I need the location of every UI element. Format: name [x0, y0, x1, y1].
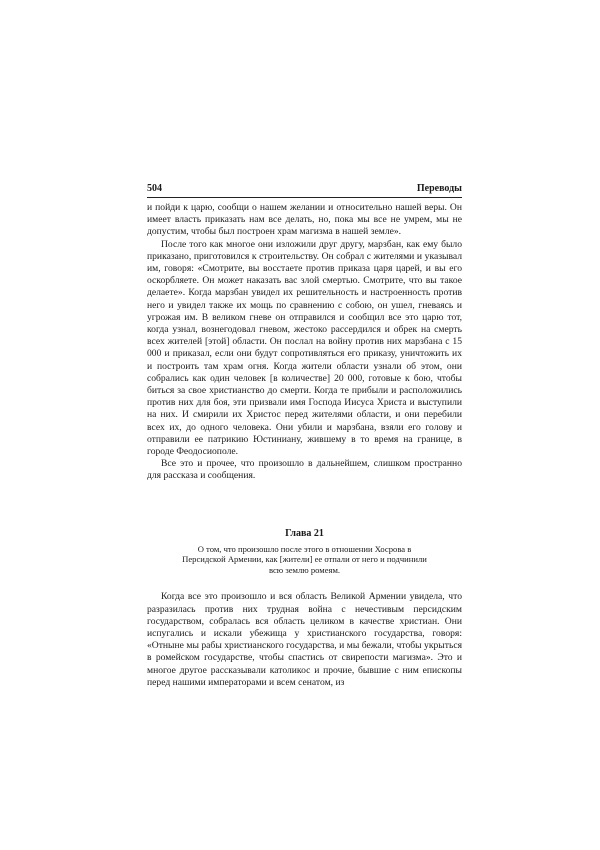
- body-text: [147, 202, 462, 483]
- page-number: 504: [147, 183, 162, 194]
- chapter-title: Глава 21: [285, 527, 324, 539]
- paragraph-continued: и пойди к царю, сообщи о нашем желании и относительно нашей веры. Он имеет власть приказать нам все делать, но, пока мы все не умрем, мы не допустим, чтобы был построен храм магизма в нашей земле».: [147, 202, 462, 238]
- paragraph-closing: Все это и прочее, что произошло в дальнейшем, слишком пространно для рассказа и сообщения.: [147, 458, 462, 482]
- running-header: [147, 183, 462, 198]
- chapter-body: [147, 591, 462, 689]
- chapter-heading-block: [147, 527, 462, 576]
- document-page: [147, 183, 462, 689]
- chapter-paragraph: Когда все это произошло и вся область Великой Армении увидела, что разразилась против них трудная война с нечестивым персидским государством, собралась вся область целиком в качестве христиан. Они испугались и искали убежища у христианского государства, говоря: «Отныне мы рабы христианского государства, и мы бежали, чтобы укрыться в ромейском государстве, чтобы спастись от свирепости магизма». Это и многое другое рассказывали католикос и прочие, бывшие с ним епископы перед нашими императорами и всем сенатом, из: [147, 591, 462, 688]
- paragraph-marzban: После того как многое они изложили друг другу, марзбан, как ему было приказано, приготовился к строительству. Он собрал с жителями и указывал им, говоря: «Смотрите, вы восстаете против приказа царя царей, и вы его оскорбляете. Он может наказать вас злой смертью. Смотрите, что вы такое делаете». Когда марзбан увидел их решительность и настроенность против него и увидел также их мощь по сравнению с собою, он ушел, гневаясь и угрожая им. В великом гневе он отправился и сообщил все это царю тот, когда узнал, вознегодовал гневом, жестоко рассердился и обрек на смерть всех жителей [этой] области. Он послал на войну против них марзбана с 15 000 и приказал, если они будут сопротивляться его приказу, уничтожить их и построить там храм огня. Когда жители области узнали об этом, они собрались как один человек [в количестве] 20 000, готовые к бою, чтобы биться за свое христианство до смерти. Когда те прибыли и расположились против них для боя, эти призвали имя Господа Иисуса Христа и выступили на них. И смирили их Христос перед жителями области, и они перебили всех их, до одного человека. Они убили и марзбана, взяли его голову и отправили ее патрикию Юстиниану, жившему в то время на границе, в городе Феодосиополе.: [147, 238, 462, 458]
- running-title: Переводы: [416, 183, 462, 194]
- chapter-subtitle: О том, что произошло после этого в отношении Хосрова в Персидской Армении, как [жители] ее отпали от него и подчинили всю землю ромеям.: [182, 543, 427, 575]
